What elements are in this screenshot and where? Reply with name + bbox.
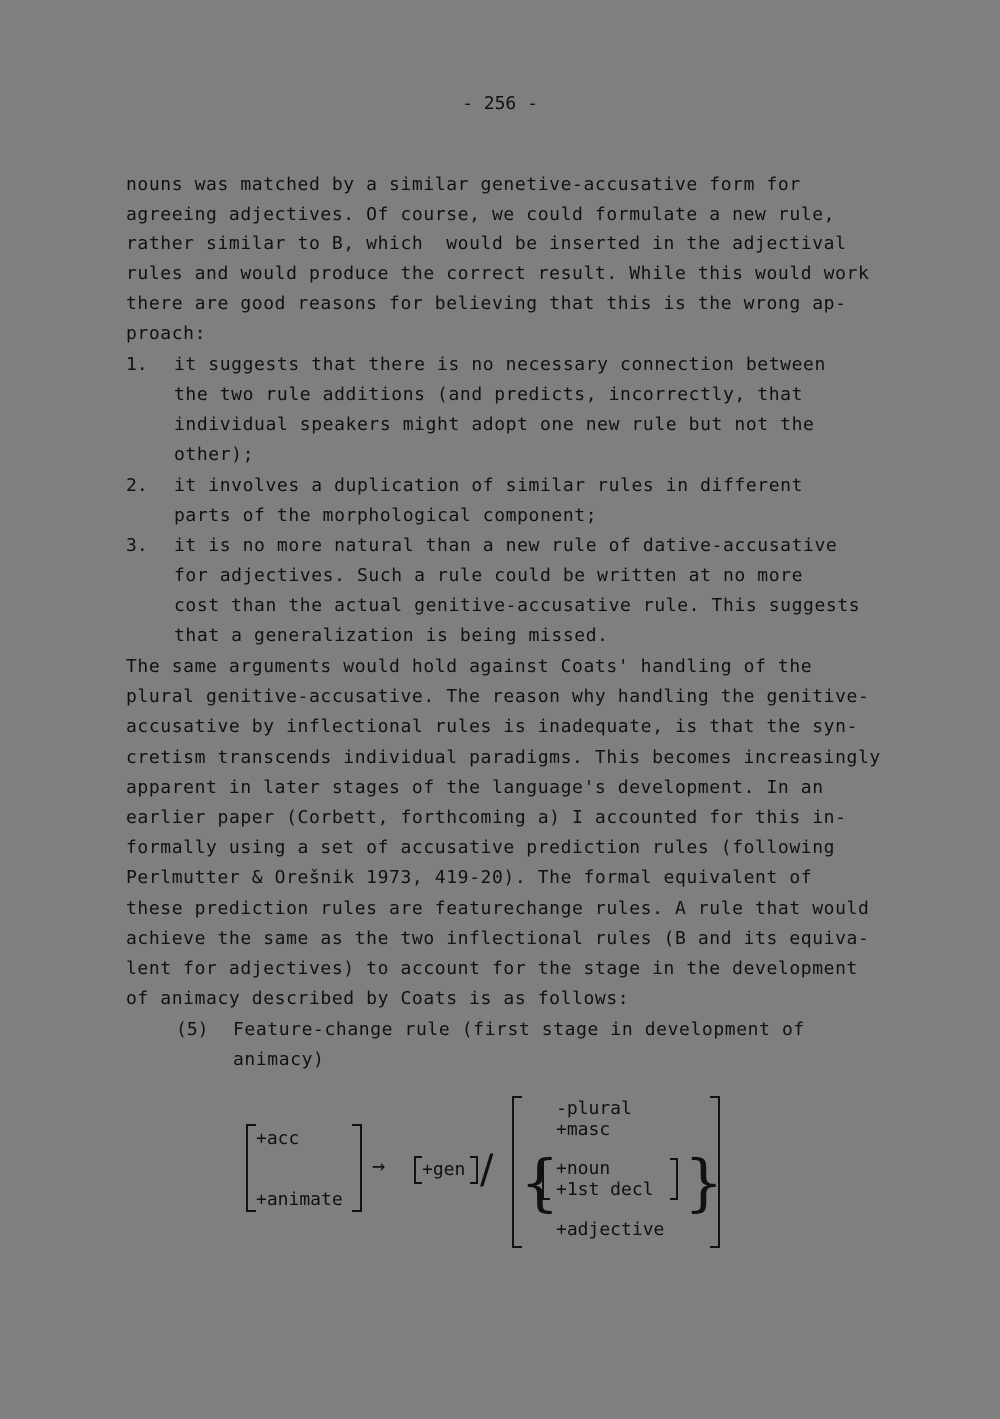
slash-icon: / (480, 1147, 494, 1193)
text-line: there are good reasons for believing that this is the wrong ap- (126, 293, 847, 314)
right-bracket (670, 1158, 678, 1200)
text-line: plural genitive-accusative. The reason why handling the genitive- (126, 686, 870, 707)
list-item-line: that a generalization is being missed. (174, 625, 609, 646)
list-item-line: it suggests that there is no necessary connection between (174, 354, 826, 375)
list-item-line: it is no more natural than a new rule of dative-accusative (174, 535, 838, 556)
feature-noun: +noun (556, 1158, 611, 1179)
page-number: - 256 - (462, 93, 538, 114)
list-item-number: 1. (126, 354, 148, 375)
list-item-number: 2. (126, 475, 148, 496)
list-item-line: the two rule additions (and predicts, incorrectly, that (174, 384, 804, 405)
left-bracket (542, 1158, 550, 1200)
text-line: proach: (126, 323, 207, 344)
text-line: accusative by inflectional rules is inadequate, is that the syn- (126, 716, 858, 737)
right-brace-icon: } (684, 1146, 724, 1219)
feature-plural: -plural (556, 1098, 632, 1119)
list-item-line: parts of the morphological component; (174, 505, 598, 526)
left-bracket (414, 1156, 422, 1184)
text-line: The same arguments would hold against Coats' handling of the (126, 656, 813, 677)
text-line: lent for adjectives) to account for the stage in the development (126, 958, 858, 979)
text-line: cretism transcends individual paradigms. This becomes increasingly (126, 747, 881, 768)
right-bracket (352, 1124, 362, 1212)
text-line: rules and would produce the correct result. While this would work (126, 263, 870, 284)
list-item-line: cost than the actual genitive-accusative rule. This suggests (174, 595, 861, 616)
text-line: formally using a set of accusative prediction rules (following (126, 837, 836, 858)
text-line: nouns was matched by a similar genetive-accusative form for (126, 174, 801, 195)
text-line: these prediction rules are featurechange rules. A rule that would (126, 898, 870, 919)
left-brace-icon: { (520, 1146, 560, 1219)
feature-acc: +acc (256, 1128, 300, 1149)
arrow-icon: → (372, 1154, 386, 1179)
example-line: Feature-change rule (first stage in development of (233, 1019, 805, 1040)
list-item-number: 3. (126, 535, 148, 556)
list-item-line: it involves a duplication of similar rules in different (174, 475, 804, 496)
left-bracket (246, 1124, 256, 1212)
text-line: rather similar to B, which would be inserted in the adjectival (126, 233, 847, 254)
feature-1st-decl: +1st decl (556, 1179, 654, 1200)
feature-gen: +gen (422, 1159, 466, 1180)
text-line: of animacy described by Coats is as follows: (126, 988, 630, 1009)
list-item-line: other); (174, 444, 255, 465)
feature-adjective: +adjective (556, 1219, 665, 1240)
feature-animate: +animate (256, 1189, 343, 1210)
text-line: Perlmutter & Orešnik 1973, 419-20). The formal equivalent of (126, 867, 813, 888)
text-line: achieve the same as the two inflectional rules (B and its equiva- (126, 928, 870, 949)
feature-change-rule-formula (240, 1090, 740, 1260)
text-line: apparent in later stages of the language's development. In an (126, 777, 824, 798)
example-line: animacy) (233, 1049, 325, 1070)
list-item-line: for adjectives. Such a rule could be written at no more (174, 565, 804, 586)
text-line: agreeing adjectives. Of course, we could formulate a new rule, (126, 204, 836, 225)
list-item-line: individual speakers might adopt one new rule but not the (174, 414, 815, 435)
text-line: earlier paper (Corbett, forthcoming a) I accounted for this in- (126, 807, 847, 828)
feature-masc: +masc (556, 1119, 611, 1140)
example-number: (5) (176, 1019, 209, 1040)
right-bracket (470, 1156, 478, 1184)
